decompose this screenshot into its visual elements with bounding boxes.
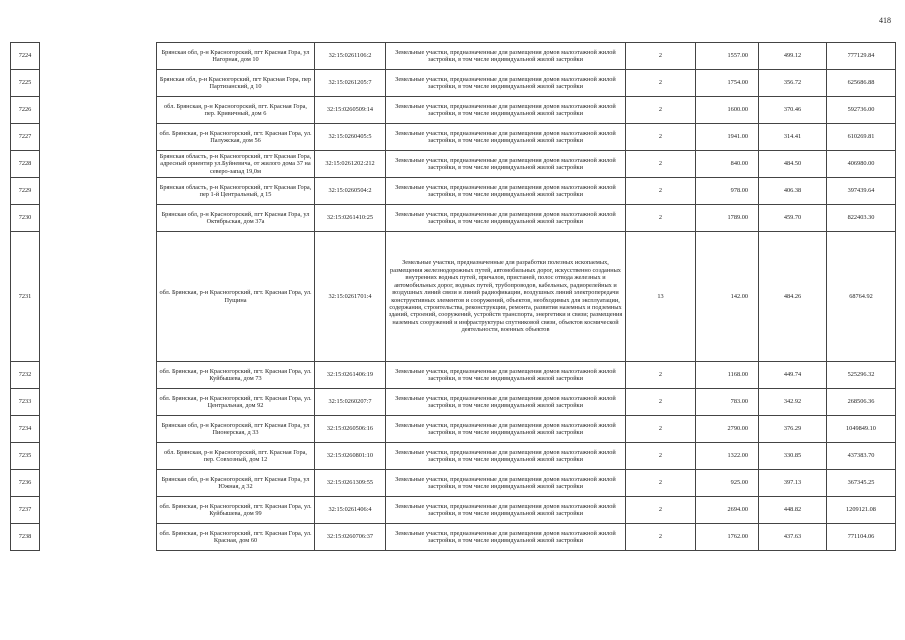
table-row <box>11 70 896 97</box>
table-row <box>11 205 896 232</box>
group-cell: 2 <box>626 178 696 205</box>
value-cell: 771104.06 <box>827 524 896 551</box>
area-cell: 978.00 <box>696 178 759 205</box>
address-cell: Брянская обл, р-н Красногорский, пгт Красная Гора, ул Пионерская, д 33 <box>157 416 315 443</box>
address-cell: Брянская область, р-н Красногорский, пгт Красная Гора, пер 1-й Центральный, д 15 <box>157 178 315 205</box>
address-cell: обл. Брянская, р-н Красногорский, пгт. Красная Гора, ул. Куйбышева, дом 99 <box>157 497 315 524</box>
group-cell: 2 <box>626 389 696 416</box>
row-spacer <box>40 151 157 178</box>
table-row <box>11 151 896 178</box>
row-spacer <box>40 416 157 443</box>
cadastral-number-cell: 32:15:0261106:2 <box>315 43 386 70</box>
row-number: 7235 <box>11 443 40 470</box>
table-body <box>11 43 896 551</box>
table-row <box>11 97 896 124</box>
rate-cell: 459.70 <box>759 205 827 232</box>
purpose-cell: Земельные участки, предназначенные для размещения домов малоэтажной жилой застройки, в том числе индивидуальной жилой застройки <box>386 124 626 151</box>
purpose-cell: Земельные участки, предназначенные для размещения домов малоэтажной жилой застройки, в том числе индивидуальной жилой застройки <box>386 70 626 97</box>
area-cell: 2790.00 <box>696 416 759 443</box>
area-cell: 840.00 <box>696 151 759 178</box>
cadastral-number-cell: 32:15:0261701:4 <box>315 232 386 362</box>
table-row <box>11 497 896 524</box>
value-cell: 822403.30 <box>827 205 896 232</box>
rate-cell: 437.63 <box>759 524 827 551</box>
rate-cell: 406.38 <box>759 178 827 205</box>
address-cell: обл. Брянская, р-н Красногорский, пгт. Красная Гора, пер. Кривичный, дом 6 <box>157 97 315 124</box>
purpose-cell: Земельные участки, предназначенные для размещения домов малоэтажной жилой застройки, в том числе индивидуальной жилой застройки <box>386 443 626 470</box>
purpose-cell: Земельные участки, предназначенные для размещения домов малоэтажной жилой застройки, в том числе индивидуальной жилой застройки <box>386 205 626 232</box>
group-cell: 2 <box>626 470 696 497</box>
table-row <box>11 43 896 70</box>
row-spacer <box>40 232 157 362</box>
purpose-cell: Земельные участки, предназначенные для размещения домов малоэтажной жилой застройки, в том числе индивидуальной жилой застройки <box>386 43 626 70</box>
purpose-cell: Земельные участки, предназначенные для размещения домов малоэтажной жилой застройки, в том числе индивидуальной жилой застройки <box>386 497 626 524</box>
group-cell: 2 <box>626 205 696 232</box>
area-cell: 142.00 <box>696 232 759 362</box>
purpose-cell: Земельные участки, предназначенные для размещения домов малоэтажной жилой застройки, в том числе индивидуальной жилой застройки <box>386 151 626 178</box>
row-number: 7237 <box>11 497 40 524</box>
cadastral-number-cell: 32:15:0261309:55 <box>315 470 386 497</box>
address-cell: обл. Брянская, р-н Красногорский, пгт. Красная Гора, ул. Куйбышева, дом 73 <box>157 362 315 389</box>
rate-cell: 342.92 <box>759 389 827 416</box>
value-cell: 437383.70 <box>827 443 896 470</box>
cadastral-number-cell: 32:15:0261205:7 <box>315 70 386 97</box>
cadastral-number-cell: 32:15:0261410:25 <box>315 205 386 232</box>
group-cell: 2 <box>626 497 696 524</box>
group-cell: 2 <box>626 43 696 70</box>
table-row <box>11 443 896 470</box>
row-number: 7232 <box>11 362 40 389</box>
row-spacer <box>40 70 157 97</box>
cadastral-number-cell: 32:15:0261406:4 <box>315 497 386 524</box>
area-cell: 1322.00 <box>696 443 759 470</box>
value-cell: 610269.81 <box>827 124 896 151</box>
value-cell: 625686.88 <box>827 70 896 97</box>
row-number: 7228 <box>11 151 40 178</box>
area-cell: 1941.00 <box>696 124 759 151</box>
address-cell: Брянская обл, р-н Красногорский, пгт Красная Гора, пер Партизанский, д 10 <box>157 70 315 97</box>
value-cell: 525296.32 <box>827 362 896 389</box>
value-cell: 367345.25 <box>827 470 896 497</box>
table-row <box>11 416 896 443</box>
row-spacer <box>40 43 157 70</box>
rate-cell: 484.26 <box>759 232 827 362</box>
rate-cell: 356.72 <box>759 70 827 97</box>
purpose-cell: Земельные участки, предназначенные для размещения домов малоэтажной жилой застройки, в том числе индивидуальной жилой застройки <box>386 524 626 551</box>
value-cell: 777129.84 <box>827 43 896 70</box>
cadastral-value-table <box>10 42 895 551</box>
cadastral-number-cell: 32:15:0260509:14 <box>315 97 386 124</box>
group-cell: 2 <box>626 124 696 151</box>
row-number: 7226 <box>11 97 40 124</box>
purpose-cell: Земельные участки, предназначенные для размещения домов малоэтажной жилой застройки, в том числе индивидуальной жилой застройки <box>386 416 626 443</box>
rate-cell: 370.46 <box>759 97 827 124</box>
area-cell: 925.00 <box>696 470 759 497</box>
row-spacer <box>40 470 157 497</box>
purpose-cell: Земельные участки, предназначенные для разработки полезных ископаемых, размещения железнодорожных путей, автомобильных дорог, искусственно созданных внутренних водных путей, причалов, пристаней, полос отвода железных и автомобильных дорог, водных путей, трубопроводов, кабельных, радиорелейных и воздушных линий связи и линий радиофикации, воздушных линий электропередачи конструктивных элементов и сооружений, объектов, необходимых для эксплуатации, содержания, строительства, реконструкции, ремонта, развития наземных и подземных зданий, строений, сооружений, устройств транспорта, энергетики и связи; размещения наземных сооружений и инфраструктуры спутниковой связи, объектов космической деятельности, военных объектов <box>386 232 626 362</box>
row-spacer <box>40 524 157 551</box>
rate-cell: 330.85 <box>759 443 827 470</box>
row-number: 7224 <box>11 43 40 70</box>
row-spacer <box>40 97 157 124</box>
purpose-cell: Земельные участки, предназначенные для размещения домов малоэтажной жилой застройки, в том числе индивидуальной жилой застройки <box>386 470 626 497</box>
rate-cell: 449.74 <box>759 362 827 389</box>
area-cell: 1754.00 <box>696 70 759 97</box>
address-cell: Брянская обл, р-н Красногорский, пгт Красная Гора, ул Южная, д 32 <box>157 470 315 497</box>
area-cell: 1557.00 <box>696 43 759 70</box>
area-cell: 783.00 <box>696 389 759 416</box>
row-number: 7225 <box>11 70 40 97</box>
row-number: 7229 <box>11 178 40 205</box>
value-cell: 406980.00 <box>827 151 896 178</box>
group-cell: 2 <box>626 416 696 443</box>
area-cell: 1168.00 <box>696 362 759 389</box>
area-cell: 1600.00 <box>696 97 759 124</box>
area-cell: 1762.00 <box>696 524 759 551</box>
address-cell: обл. Брянская, р-н Красногорский, пгт. Красная Гора, ул. Красная, дом 60 <box>157 524 315 551</box>
cadastral-number-cell: 32:15:0261202:212 <box>315 151 386 178</box>
cadastral-number-cell: 32:15:0260801:10 <box>315 443 386 470</box>
area-cell: 2694.00 <box>696 497 759 524</box>
group-cell: 2 <box>626 97 696 124</box>
value-cell: 592736.00 <box>827 97 896 124</box>
purpose-cell: Земельные участки, предназначенные для размещения домов малоэтажной жилой застройки, в том числе индивидуальной жилой застройки <box>386 389 626 416</box>
table-row <box>11 389 896 416</box>
address-cell: обл. Брянская, р-н Красногорский, пгт. Красная Гора, пер. Совхозный, дом 12 <box>157 443 315 470</box>
cadastral-number-cell: 32:15:0260504:2 <box>315 178 386 205</box>
group-cell: 2 <box>626 443 696 470</box>
group-cell: 13 <box>626 232 696 362</box>
rate-cell: 499.12 <box>759 43 827 70</box>
cadastral-number-cell: 32:15:0260207:7 <box>315 389 386 416</box>
rate-cell: 448.82 <box>759 497 827 524</box>
row-spacer <box>40 389 157 416</box>
address-cell: обл. Брянская, р-н Красногорский, пгт. Красная Гора, ул. Центральная, дом 92 <box>157 389 315 416</box>
row-number: 7227 <box>11 124 40 151</box>
row-spacer <box>40 443 157 470</box>
row-number: 7234 <box>11 416 40 443</box>
table-row <box>11 124 896 151</box>
row-spacer <box>40 124 157 151</box>
value-cell: 68764.92 <box>827 232 896 362</box>
row-spacer <box>40 362 157 389</box>
group-cell: 2 <box>626 70 696 97</box>
address-cell: Брянская обл, р-н Красногорский, пгт Красная Гора, ул Нагорная, дом 10 <box>157 43 315 70</box>
table-row <box>11 232 896 362</box>
table-row <box>11 178 896 205</box>
purpose-cell: Земельные участки, предназначенные для размещения домов малоэтажной жилой застройки, в том числе индивидуальной жилой застройки <box>386 178 626 205</box>
value-cell: 397439.64 <box>827 178 896 205</box>
value-cell: 1049849.10 <box>827 416 896 443</box>
rate-cell: 397.13 <box>759 470 827 497</box>
purpose-cell: Земельные участки, предназначенные для размещения домов малоэтажной жилой застройки, в том числе индивидуальной жилой застройки <box>386 97 626 124</box>
table-row <box>11 362 896 389</box>
row-spacer <box>40 205 157 232</box>
row-number: 7230 <box>11 205 40 232</box>
address-cell: обл. Брянская, р-н Красногорский, пгт. Красная Гора, ул. Палужская, дом 56 <box>157 124 315 151</box>
row-spacer <box>40 497 157 524</box>
cadastral-number-cell: 32:15:0260506:16 <box>315 416 386 443</box>
rate-cell: 376.29 <box>759 416 827 443</box>
group-cell: 2 <box>626 524 696 551</box>
page-number: 418 <box>879 16 891 25</box>
table-row <box>11 470 896 497</box>
purpose-cell: Земельные участки, предназначенные для размещения домов малоэтажной жилой застройки, в том числе индивидуальной жилой застройки <box>386 362 626 389</box>
area-cell: 1789.00 <box>696 205 759 232</box>
row-number: 7231 <box>11 232 40 362</box>
cadastral-number-cell: 32:15:0260706:37 <box>315 524 386 551</box>
cadastral-number-cell: 32:15:0260405:5 <box>315 124 386 151</box>
row-number: 7236 <box>11 470 40 497</box>
row-number: 7238 <box>11 524 40 551</box>
value-cell: 1209121.08 <box>827 497 896 524</box>
value-cell: 268506.36 <box>827 389 896 416</box>
group-cell: 2 <box>626 362 696 389</box>
row-spacer <box>40 178 157 205</box>
address-cell: Брянская область, р-н Красногорский, пгт Красная Гора, адресный ориентир ул.Буйневича, от жилого дома 37 на северо-запад 19,0м <box>157 151 315 178</box>
address-cell: Брянская обл, р-н Красногорский, пгт Красная Гора, ул Октябрьская, дом 37а <box>157 205 315 232</box>
table-row <box>11 524 896 551</box>
row-number: 7233 <box>11 389 40 416</box>
address-cell: обл. Брянская, р-н Красногорский, пгт. Красная Гора, ул. Пущина <box>157 232 315 362</box>
cadastral-number-cell: 32:15:0261406:19 <box>315 362 386 389</box>
rate-cell: 314.41 <box>759 124 827 151</box>
rate-cell: 484.50 <box>759 151 827 178</box>
group-cell: 2 <box>626 151 696 178</box>
